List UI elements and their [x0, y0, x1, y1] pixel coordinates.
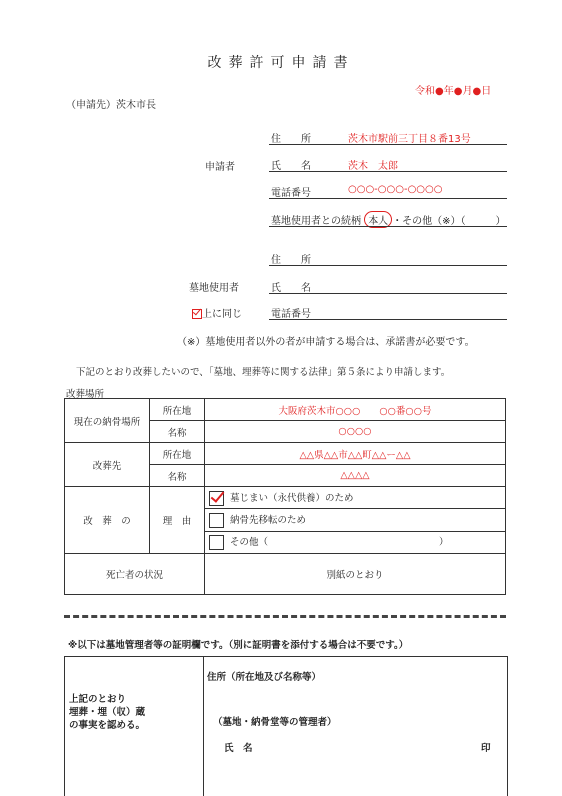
dest-address-field[interactable]: △△県△△市△△町△△ー△△ [205, 443, 506, 465]
manager-name-label[interactable]: 氏 名 [224, 743, 253, 754]
current-location-group-label: 現在の納骨場所 [65, 399, 150, 443]
reason-option[interactable] [205, 509, 506, 531]
reason-option[interactable] [205, 531, 506, 553]
applicant-phone-label: 電話番号 [271, 188, 311, 199]
table-caption: 改葬場所 [66, 389, 105, 400]
applicant-address-label: 住 所 [271, 134, 311, 145]
date-mark: ● [472, 86, 482, 97]
divider [64, 615, 506, 618]
grave-user-phone-label: 電話番号 [271, 309, 311, 320]
page-title: 改葬許可申請書 [207, 55, 355, 71]
underline [269, 319, 507, 320]
underline [269, 198, 507, 199]
reason-option-label: その他（ ） [230, 537, 449, 549]
underline [269, 144, 507, 145]
date-line[interactable] [415, 82, 491, 97]
applicant-section-label: 申請者 [205, 162, 235, 173]
dest-name-label: 名称 [150, 465, 205, 487]
checkbox-icon[interactable] [192, 309, 202, 319]
reason-group-label: 改 葬 の [65, 487, 150, 554]
month-label: 月 [462, 86, 473, 97]
grave-user-address-label: 住 所 [271, 255, 311, 266]
same-as-above-option[interactable] [192, 305, 242, 320]
consent-note: （※）墓地使用者以外の者が申請する場合は、承諾書が必要です。 [177, 337, 475, 348]
certificate-statement [65, 657, 204, 796]
reason-label: 理 由 [150, 487, 205, 554]
same-as-above-label: 上に同じ [202, 309, 242, 320]
date-mark: ● [435, 86, 444, 97]
certificate-line: 埋葬・埋（収）蔵 [69, 707, 146, 718]
reburial-table [64, 398, 506, 595]
applicant-name-label: 氏 名 [271, 161, 311, 172]
relation-other-option[interactable]: ・その他（※）（ ） [392, 216, 506, 227]
underline [269, 226, 507, 227]
dest-address-label: 所在地 [150, 443, 205, 465]
certificate-note: ※以下は墓地管理者等の証明欄です。（別に証明書を添付する場合は不要です。） [68, 640, 409, 651]
certificate-line: の事実を認める。 [69, 720, 146, 731]
applicant-address-field[interactable]: 茨木市駅前三丁目８番13号 [348, 134, 471, 145]
relation-selected-option[interactable]: 本人 [364, 211, 392, 228]
reason-option-label: 墓じまい（永代供養）のため [230, 492, 354, 504]
application-statement: 下記のとおり改葬したいので、「墓地、埋葬等に関する法律」第５条により申請します。 [76, 367, 451, 378]
certificate-box [64, 656, 508, 796]
manager-address-label[interactable]: 住所（所在地及び名称等） [207, 672, 322, 683]
checkbox-icon[interactable] [209, 491, 224, 506]
certificate-line: 上記のとおり [69, 694, 127, 705]
manager-label: （墓地・納骨堂等の管理者） [213, 717, 337, 728]
year-label: 年 [443, 86, 454, 97]
reason-option[interactable] [205, 487, 506, 509]
era: 令和 [415, 86, 435, 97]
underline [269, 293, 507, 294]
checkbox-icon[interactable] [209, 513, 224, 528]
deceased-status-label: 死亡者の状況 [65, 554, 205, 595]
applicant-phone-field[interactable]: ○○○-○○○-○○○○ [348, 184, 443, 195]
date-mark: ● [453, 86, 463, 97]
current-address-field[interactable]: 大阪府茨木市○○○ ○○番○○号 [205, 399, 506, 421]
applicant-name-field[interactable]: 茨木 太郎 [348, 161, 398, 172]
current-name-label: 名称 [150, 421, 205, 443]
current-name-field[interactable]: ○○○○ [205, 421, 506, 443]
underline [269, 265, 507, 266]
recipient: （申請先）茨木市長 [66, 100, 156, 111]
underline [269, 171, 507, 172]
destination-group-label: 改葬先 [65, 443, 150, 487]
seal-label: 印 [481, 743, 491, 754]
relation-label: 墓地使用者との続柄 [271, 216, 361, 227]
current-address-label: 所在地 [150, 399, 205, 421]
dest-name-field[interactable]: △△△△ [205, 465, 506, 487]
grave-user-section-label: 墓地使用者 [189, 283, 239, 294]
grave-user-name-label: 氏 名 [271, 283, 311, 294]
reason-option-label: 納骨先移転のため [230, 514, 307, 526]
day-label: 日 [481, 86, 492, 97]
checkbox-icon[interactable] [209, 535, 224, 550]
deceased-status-value[interactable]: 別紙のとおり [205, 554, 506, 595]
